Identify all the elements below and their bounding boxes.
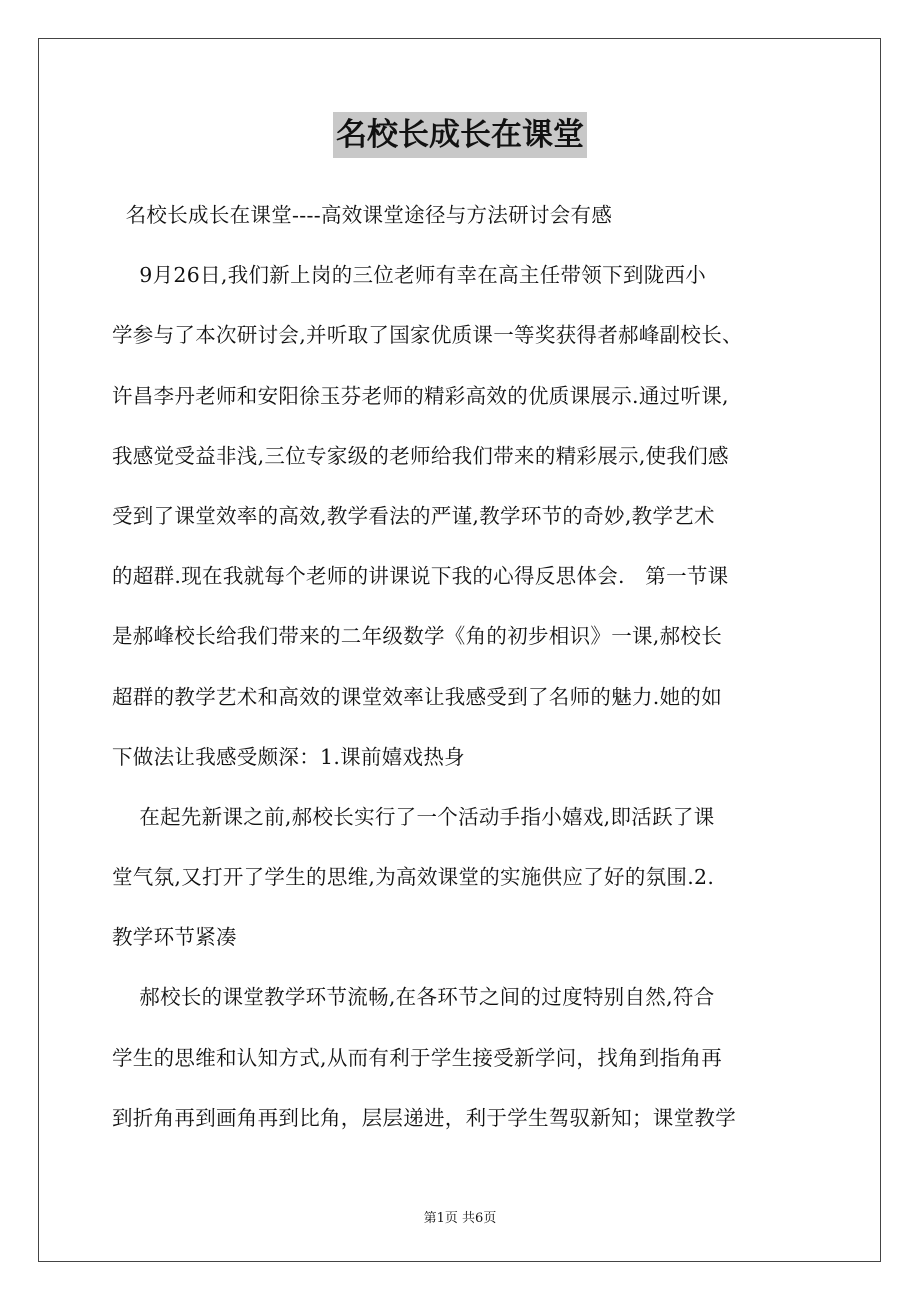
text-line: 名校长成长在课堂----高效课堂途径与方法研讨会有感 bbox=[112, 203, 613, 227]
text-line: 我感觉受益非浅,三位专家级的老师给我们带来的精彩展示,使我们感 bbox=[112, 443, 729, 468]
text-line: 到折角再到画角再到比角，层层递进，利于学生驾驭新知；课堂教学 bbox=[112, 1105, 736, 1130]
document-title-wrap bbox=[0, 112, 920, 158]
text-line: 许昌李丹老师和安阳徐玉芬老师的精彩高效的优质课展示.通过听课, bbox=[112, 383, 729, 408]
text-line: 下做法让我感受颇深：1.课前嬉戏热身 bbox=[112, 744, 465, 769]
text-line: 是郝峰校长给我们带来的二年级数学《角的初步相识》一课,郝校长 bbox=[112, 624, 723, 649]
text-line: 9月26日,我们新上岗的三位老师有幸在高主任带领下到陇西小 bbox=[112, 263, 707, 288]
text-line: 学生的思维和认知方式,从而有利于学生接受新学问，找角到指角再 bbox=[112, 1045, 723, 1070]
text-line: 郝校长的课堂教学环节流畅,在各环节之间的过度特别自然,符合 bbox=[112, 985, 715, 1010]
document-body bbox=[112, 185, 812, 1148]
text-line: 堂气氛,又打开了学生的思维,为高效课堂的实施供应了好的氛围.2. bbox=[112, 865, 715, 890]
text-line: 超群的教学艺术和高效的课堂效率让我感受到了名师的魅力.她的如 bbox=[112, 684, 723, 709]
text-line: 受到了课堂效率的高效,教学看法的严谨,教学环节的奇妙,教学艺术 bbox=[112, 503, 715, 528]
page-footer: 第1页 共6页 bbox=[423, 1211, 497, 1226]
text-line: 的超群.现在我就每个老师的讲课说下我的心得反思体会. 第一节课 bbox=[112, 564, 729, 589]
text-line: 学参与了本次研讨会,并听取了国家优质课一等奖获得者郝峰副校长、 bbox=[112, 323, 743, 348]
text-line: 教学环节紧凑 bbox=[112, 925, 237, 950]
text-line: 在起先新课之前,郝校长实行了一个活动手指小嬉戏,即活跃了课 bbox=[112, 804, 715, 829]
document-title: 名校长成长在课堂 bbox=[333, 112, 587, 158]
